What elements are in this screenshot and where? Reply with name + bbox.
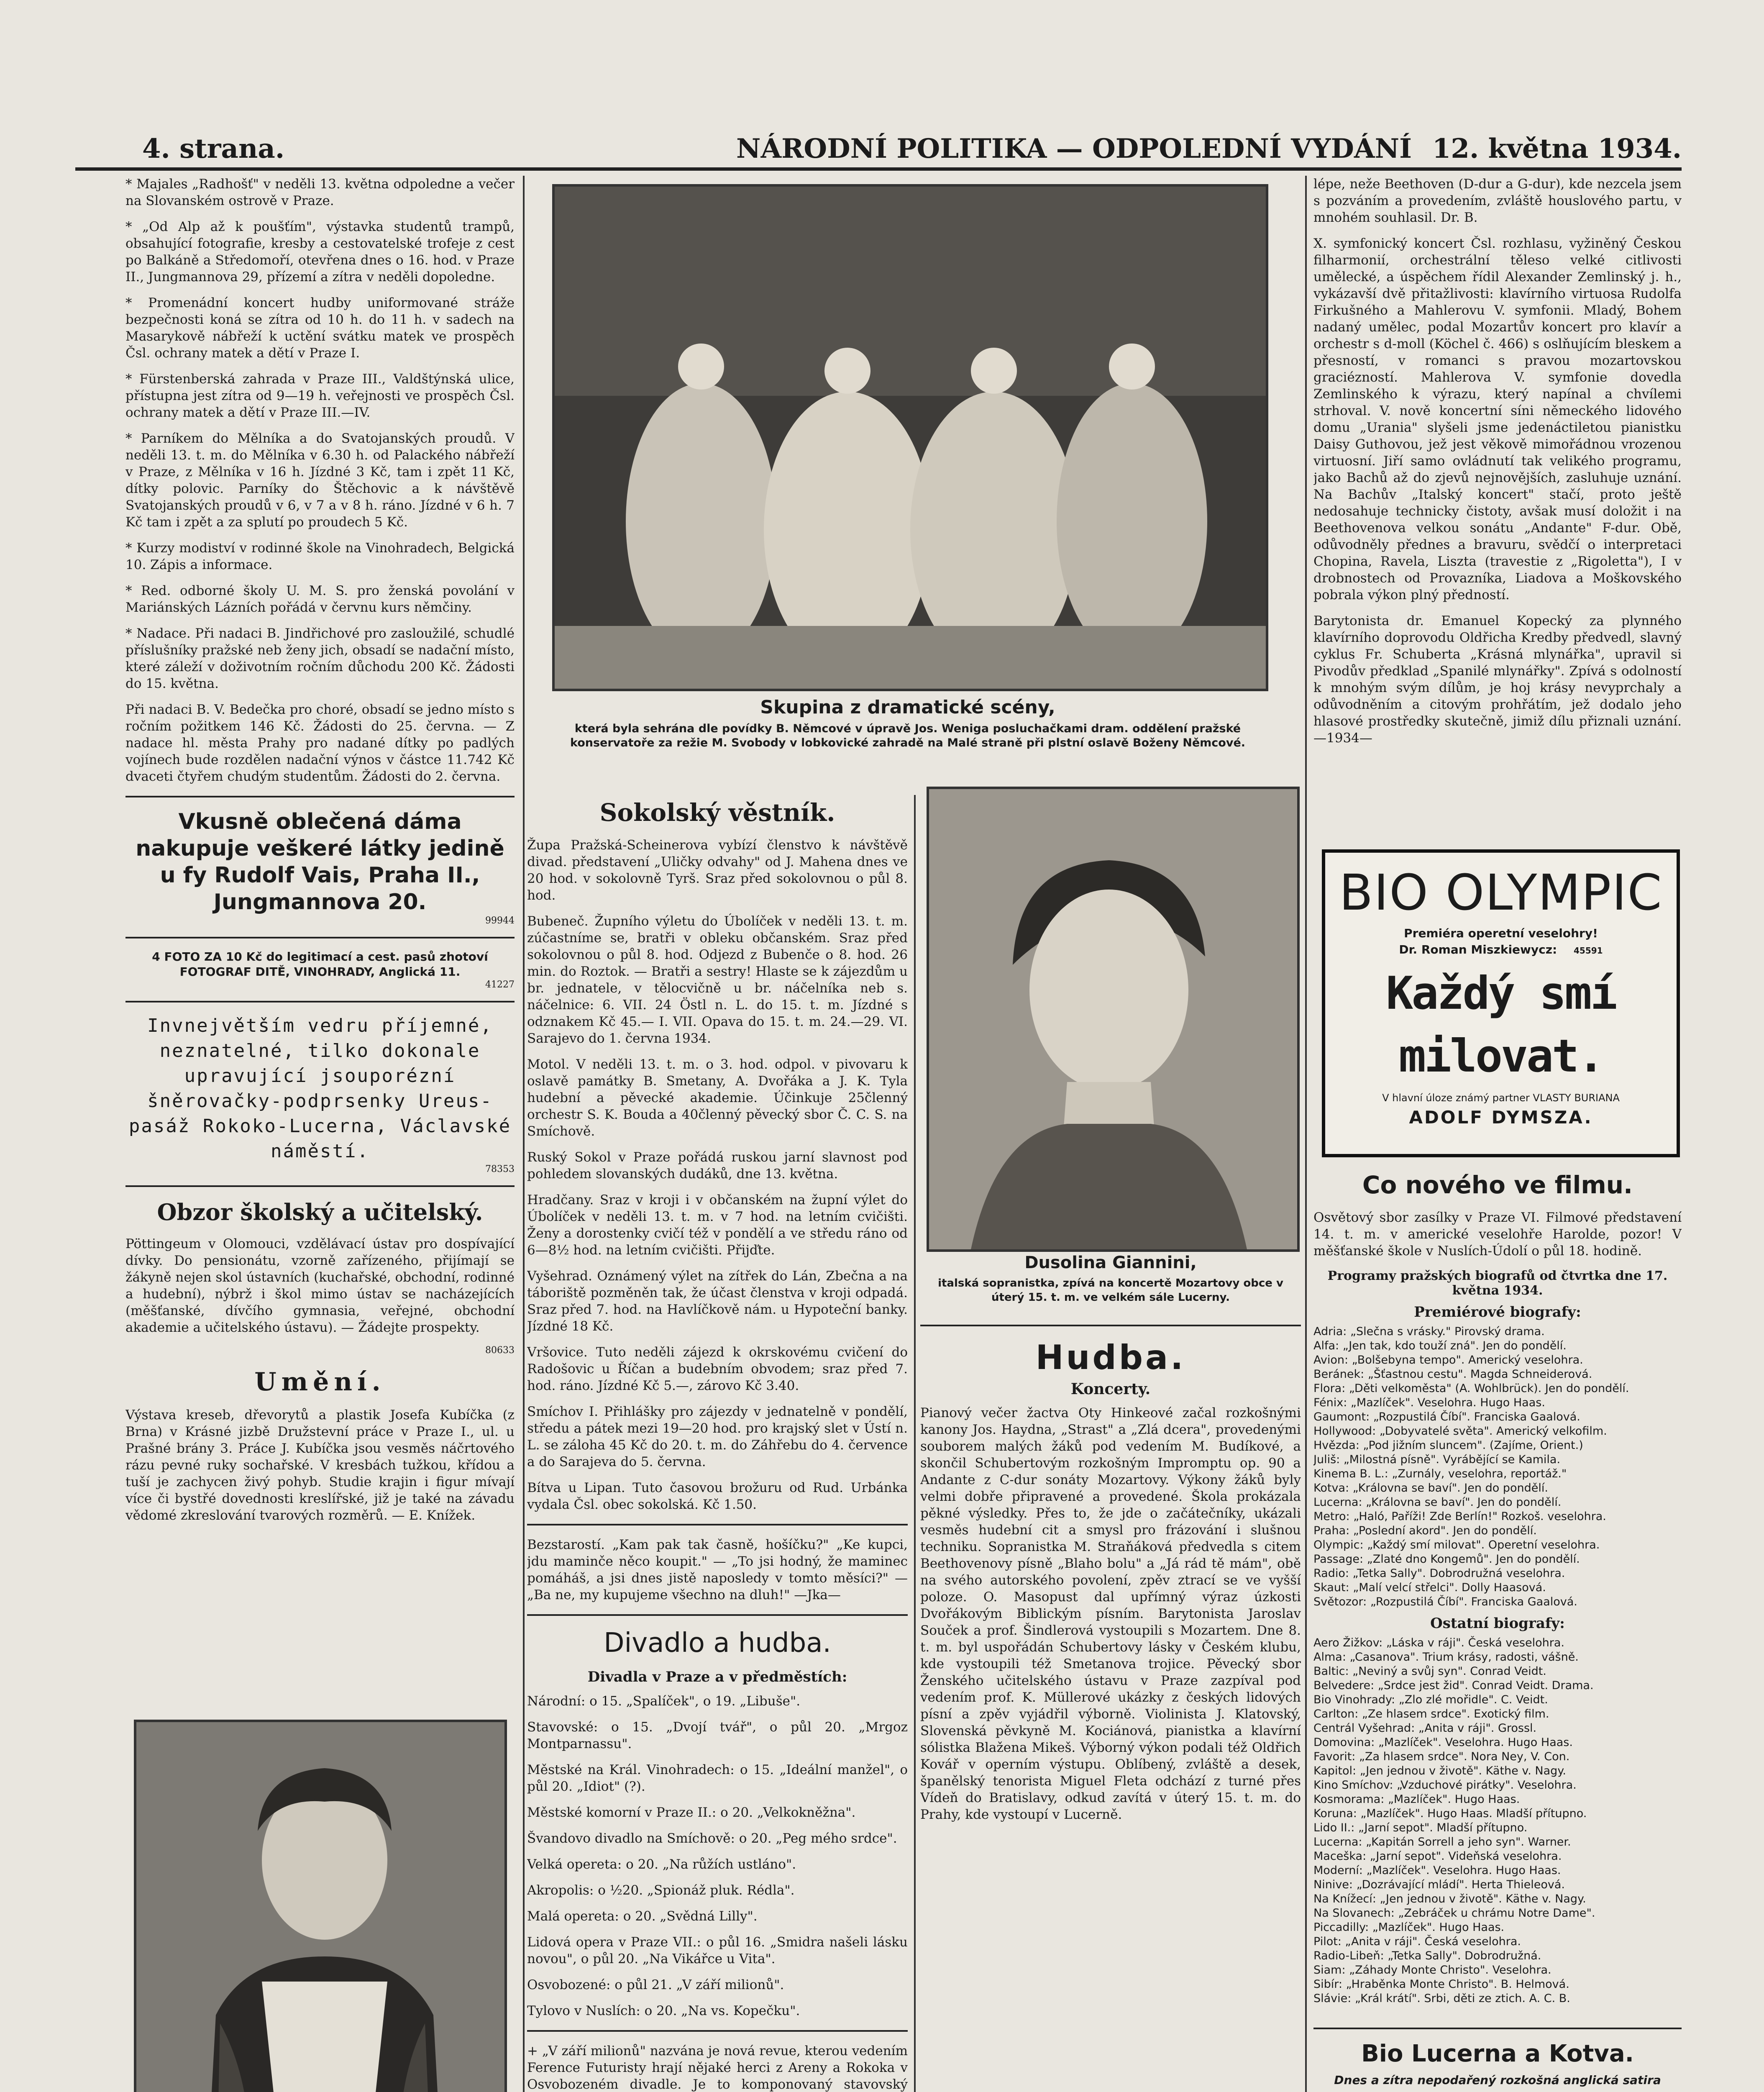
divider <box>125 937 515 938</box>
bio-olympic-film: Každý smí milovat. <box>1386 967 1616 1082</box>
ureus-ad <box>125 1013 515 1164</box>
cinema-listing: Alma: „Casanova". Trium krásy, radosti, vášně. <box>1313 1651 1579 1664</box>
singer-portrait-image <box>136 1722 504 2092</box>
sokol-paragraph: Bítva u Lipan. Tuto časovou brožuru od Rud. Urbánka vydala Čsl. obec sokolská. Kč 1.50. <box>527 1480 908 1512</box>
cinema-listing: Avion: „Bolšebyna tempo". Americký veselohra. <box>1313 1354 1583 1366</box>
theatre-listing: Stavovské: o 15. „Dvojí tvář", o půl 20. „Mrgoz Montparnassu". <box>527 1720 908 1751</box>
giannini-caption: Dusolina Giannini, <box>1024 1253 1197 1272</box>
premiery-heading: Premiérové biografy: <box>1414 1304 1581 1320</box>
cinema-listing: Kotva: „Královna se baví". Jen do pondělí. <box>1313 1482 1548 1495</box>
notice: * Nadace. Při nadaci B. Jindřichové pro zasloužilé, schudlé příslušníky pražské neb ženy jich, obsadí se nadační místo, které záleží v doživotním ročním důchodu 200 Kč. Žádosti do 15. května. <box>125 626 515 691</box>
column-2 <box>527 787 908 2092</box>
cinema-listing: Domovina: „Mazlíček". Veselohra. Hugo Haas. <box>1313 1736 1573 1749</box>
koncerty-subheading: Koncerty. <box>1070 1380 1151 1398</box>
cinema-listing: Koruna: „Mazlíček". Hugo Haas. Mladší přítupno. <box>1313 1807 1587 1820</box>
cinema-listing: Radio: „Tetka Sally". Dobrodružná veselohra. <box>1313 1567 1565 1580</box>
ad-code: 78353 <box>485 1164 515 1174</box>
cinema-listing: Praha: „Poslední akord". Jen do pondělí. <box>1313 1524 1537 1537</box>
cinema-listing: Flora: „Děti velkoměsta" (A. Wohlbrück). Jen do pondělí. <box>1313 1382 1629 1395</box>
cinema-listing: Beránek: „Šťastnou cestu". Magda Schneiderová. <box>1313 1368 1592 1381</box>
cinema-listing: Skaut: „Malí velcí střelci". Dolly Haasová. <box>1313 1581 1546 1594</box>
bio-lucerna-ad <box>1313 2017 1682 2092</box>
cinema-listing: Adria: „Slečna s vrásky." Pirovský drama. <box>1313 1325 1545 1338</box>
cinema-listing: Sibír: „Hraběnka Monte Christo". B. Helmová. <box>1313 1978 1569 1991</box>
school-heading: Obzor školský a učitelský. <box>157 1199 483 1225</box>
divider <box>527 2030 908 2032</box>
notice: * Fürstenberská zahrada v Praze III., Valdštýnská ulice, přístupna jest zítra od 9—19 h. veřejnosti ve prospěch Čsl. ochrany matek a dětí v Praze III.—IV. <box>125 372 515 420</box>
bio-olympic-title: BIO OLYMPIC <box>1339 864 1663 921</box>
bio-lucerna-title: Bio Lucerna a Kotva. <box>1361 2040 1634 2067</box>
baritone-review: Barytonista dr. Emanuel Kopecký za plynného klavírního doprovodu Oldřicha Kredby předvedl, slavný cyklus Fr. Schuberta „Krásná mlynářka", upravil si Pivodův předklad „Spanilé mlynářky". Zpívá s odolností k mnohým svým dílům, je hoj krásy nevyprchaly a odůvodněním a citovým prohřátím, jež dodalo jeho hlasové prostředky skutečně, jimiž dílu přiznali uznání. —1934— <box>1313 613 1682 746</box>
sokol-paragraph: Vyšehrad. Oznámený výlet na zítřek do Lán, Zbečna a na táboriště pozměněn tak, že účast členstva v kroji odpadá. Sraz před 7. hod. na Havlíčkově nám. u Hypoteční banky. Jízdné 18 Kč. <box>527 1269 908 1334</box>
dramatic-scene-photo <box>552 184 1268 691</box>
premiery-list <box>1313 1325 1682 1609</box>
divadlo-heading: Divadlo a hudba. <box>604 1628 831 1659</box>
divider <box>125 796 515 797</box>
ureus-ad-text: Invnejvětším vedru příjemné, neznatelné, tilko dokonale upravující jsouporézní šněrovačky-podprsenky Ureus-pasáž Rokoko-Lucerna, Václavské náměstí. <box>128 1015 512 1162</box>
cinema-listing: Siam: „Záhady Monte Christo". Veselohra. <box>1313 1964 1552 1977</box>
divider <box>125 1001 515 1002</box>
ostatni-list <box>1313 1636 1682 2004</box>
cinema-listing: Baltic: „Neviný a svůj syn". Conrad Veidt. <box>1313 1665 1546 1678</box>
ostatni-heading: Ostatní biografy: <box>1430 1615 1565 1632</box>
film-intro: Osvětový sbor zasílky v Praze VI. Filmové představení 14. t. m. v americké veselohře Harolde, pozor! V měšťanské škole v Nuslích-Údolí o půl 18. hodině. <box>1313 1210 1682 1259</box>
umeni-heading: Umění. <box>254 1367 386 1397</box>
issue-date: 12. května 1934. <box>1432 133 1682 164</box>
theatre-listing: Lidová opera v Praze VII.: o půl 16. „Smidra našeli lásku novou", o půl 20. „Na Vikářce u Vita". <box>527 1935 908 1966</box>
dramatic-scene-text: která byla sehrána dle povídky B. Němcové v úpravě Jos. Weniga posluchačkami dram. oddělení pražské konservatoře za režie M. Svobody v lobkovické zahradě na Malé straně při plstní oslavě Boženy Němcové. <box>570 722 1246 749</box>
cinema-listing: Maceška: „Jarní sepot". Videňská veselohra. <box>1313 1850 1562 1863</box>
hudba-text: Pianový večer žactva Oty Hinkeové začal rozkošnými kanony Jos. Haydna, „Strast" a „Zlá dcera", provedenými souborem malých žáků pod vedením M. Budíkové, a skončil Schubertovým rozkošným Impromptu op. 90 a Andante z C-dur sonáty Mozartovy. Výkony žáků byly velmi dobře připravené a provedené. Škola prokázala pěkné výsledky. Přes to, že jde o začátečníky, ukázali vesměs hudební cit a smysl pro frázování i slušnou techniku. Sopranistka M. Straňáková předvedla s citem Beethovenovy písně „Blaho bolu" a „Já rád tě mám", obě na svého autorského povolení, zpěv ztrací se ve vyšší poloze. O. Masopust dal upřímný výraz úzkosti Dvořákovým Biblickým písním. Barytonista Jaroslav Souček a prof. Šindlerová vystoupili s Mozartem. Dne 8. t. m. byl uspořádán Schubertovy lásky v Českém klubu, kde vystoupili též Smetanova trojice. Pěvecký sbor Ženského učitelského ústavu v Praze zazpíval pod vedením prof. K. Müllerové ukázky z českých lidových písní a zpěv vyjádřil výborně. Violinista J. Klatovský, Slovenská pěvkyně M. Kociánová, pianistka a klavírní sólistka Blažena Mikeš. Výborný výkon podali též Oldřich Kovář v operním výstupu. Oblíbený, zvláště a desek, španělský tenorista Miguel Fleta odchází z turné přes Vídeň do Bratislavy, odkud zavítá v úterý 15. t. m. do Prahy, kde vystoupí v Lucerně. <box>920 1405 1301 1822</box>
program-heading: Programy pražských biografů od čtvrtka dne 17. května 1934. <box>1327 1269 1668 1298</box>
cinema-listing: Kosmorama: „Mazlíček". Hugo Haas. <box>1313 1793 1520 1806</box>
sokol-paragraph: Hradčany. Sraz v kroji i v občanském na župní výlet do Úbolíček v neděli 13. t. m. v 7 hod. na letním cvičišti. Ženy a dorostenky cvičí též v pondělí a ve středu ráno od 6—8½ hod. na letním cvičišti. Přijďte. <box>527 1192 908 1258</box>
cinema-listing: Fénix: „Mazlíček". Veselohra. Hugo Haas. <box>1313 1396 1545 1409</box>
hudba-heading: Hudba. <box>1035 1338 1186 1377</box>
review-end: lépe, neže Beethoven (D-dur a G-dur), kde nezcela jsem s pozváním a provedením, zvláště houslového partu, v mnohém souhlasil. Dr. B. <box>1313 177 1682 225</box>
cinema-listing: Pilot: „Anita v ráji". Česká veselohra. <box>1313 1935 1521 1948</box>
notices-list <box>125 176 515 785</box>
cinema-listing: Juliš: „Milostná písně". Vyrábějící se Kamila. <box>1313 1453 1561 1466</box>
cinema-listing: Světozor: „Rozpustilá Číbí". Franciska Gaalová. <box>1313 1595 1577 1608</box>
umeni-text: Výstava kreseb, dřevorytů a plastik Josefa Kubíčka (z Brna) v Krásné jizbě Družstevní práce v Praze I., ul. u Prašné brány 3. Práce J. Kubíčka jsou vesměs náčrtového rázu pevné ruky sochařské. V kresbách tužkou, křídou a tuší je zachycen živý pohyb. Studie krajin i figur mívají více či bystřé dovednosti kreslířské, již je také na závadu vědomé zkreslování tvarových rozměrů. — E. Knížek. <box>125 1407 515 1523</box>
divider <box>920 1325 1301 1326</box>
cinema-listing: Moderní: „Mazlíček". Veselohra. Hugo Haas. <box>1313 1864 1561 1877</box>
notice: * Promenádní koncert hudby uniformované stráže bezpečnosti koná se zítra od 10 h. do 11 h. v sadech na Masarykově nábřeží k uctění svátku matek ve prospěch Čsl. ochrany matek a dětí v Praze I. <box>125 295 515 361</box>
column-3 <box>920 1314 1301 2092</box>
page-number: 4. strana. <box>142 133 285 164</box>
cinema-listing: Belvedere: „Srdce jest žid". Conrad Veidt. Drama. <box>1313 1679 1594 1692</box>
cinema-listing: Alfa: „Jen tak, kdo touží zná". Jen do pondělí. <box>1313 1339 1567 1352</box>
sokol-heading: Sokolský věstník. <box>599 798 835 827</box>
theatre-listing: Švandovo divadlo na Smíchově: o 20. „Peg mého srdce". <box>527 1831 897 1846</box>
cinema-listing: Lido II.: „Jarní sepot". Mladší přítupno. <box>1313 1821 1528 1834</box>
bio-olympic-cast: V hlavní úloze známý partner VLASTY BURIANA <box>1382 1092 1620 1104</box>
theatre-listing: Velká opereta: o 20. „Na růžích ustláno". <box>527 1857 796 1872</box>
theatre-listing: Městské na Král. Vinohradech: o 15. „Ideální manžel", o půl 20. „Idiot" (?). <box>527 1762 908 1794</box>
bio-olympic-director <box>1325 943 1677 956</box>
vais-ad-text: Vkusně oblečená dáma nakupuje veškeré látky jedině u fy Rudolf Vais, Praha II., Jungmannova 20. <box>136 809 504 915</box>
vais-ad <box>125 808 515 915</box>
cinema-listing: Na Slovanech: „Zebráček u chrámu Notre Dame". <box>1313 1907 1595 1920</box>
cinema-listing: Bio Vinohrady: „Zlo zlé mořidle". C. Veidt. <box>1313 1693 1548 1706</box>
column-4-film <box>1313 1159 1682 2004</box>
cinema-listing: Favorit: „Za hlasem srdce". Nora Ney, V. Con. <box>1313 1750 1570 1763</box>
concert-review: X. symfonický koncert Čsl. rozhlasu, vyžiněný Českou filharmonií, orchestrální těleso velké citlivosti umělecké, a úspěchem řídil Alexander Zemlinský j. h., vykázavší dvě přitažlivosti: klavírního virtuosa Rudolfa Firkušného a Mahlerovu V. symfonii. Mladý, Bohem nadaný umělec, podal Mozartův koncert pro klavír a orchestr s d-moll (Köchel č. 466) s oslňujícím bleskem a přesností, v romanci s pravou mozartovskou graciézností. Mahlerova V. symfonie dovedla Zemlinského k výrazu, který napínal a chvílemi strhoval. V. nově koncertní síni německého lidového domu „Urania" slyšeli jsme jedenáctiletou pianistku Daisy Guthovou, jež jest věkově mimořádnou vrozenou virtuosní. Jiří samo ovládnutí tak velikého programu, jako Bachů až do zjevů nejnovějších, zasluhuje uznání. Na Bachův „Italský koncert" stačí, proto ještě nedosahuje technicky čistoty, avšak musí doložit i na Beethovenova velkou sonátu „Andante" F-dur. Obě, odůvodněly přednes a bravuru, svědčí o interpretaci Chopina, Ravela, Liszta (travestie z „Rigoletta"), I v drobnostech od Provazníka, Liadova a Moškovského pobrala výkon plný předností. <box>1313 236 1682 602</box>
review-text: + „V září milionů" nazvána je nová revue, kterou vedením Ference Futuristy hrají nějaké herci z Areny a Rokoka v Osvobozeném divadle. Je to komponovaný stavovský <box>527 2043 908 2092</box>
cinema-listing: Centrál Vyšehrad: „Anita v ráji". Grossl. <box>1313 1722 1537 1735</box>
bio-lucerna-line1: Dnes a zítra nepodařený rozkošná anglická satira <box>1334 2073 1661 2087</box>
cinema-listing: Lucerna: „Kapitán Sorrell a jeho syn". Warner. <box>1313 1836 1571 1848</box>
notice: * Kurzy modiství v rodinné škole na Vinohradech, Belgická 10. Zápis a informace. <box>125 541 515 572</box>
cinema-listing: Olympic: „Každý smí milovat". Operetní veselohra. <box>1313 1538 1600 1551</box>
giannini-photo <box>927 787 1300 1252</box>
ad-code: 99944 <box>485 915 515 926</box>
column-4-top <box>1313 176 1682 824</box>
foto-ad-text: 4 FOTO ZA 10 Kč do legitimací a cest. pasů zhotoví FOTOGRAF DITĚ, VINOHRADY, Anglická 11. <box>152 950 488 979</box>
notice: * Majales „Radhošť" v neděli 13. května odpoledne a večer na Slovanském ostrově v Praze. <box>125 177 515 208</box>
theatre-listing: Tylovo v Nuslích: o 20. „Na vs. Kopečku". <box>527 2003 800 2018</box>
divider <box>125 1185 515 1187</box>
sokol-paragraph: Župa Pražská-Scheinerova vybízí členstvo k návštěvě divad. představení „Uličky odvahy" od J. Mahena dnes ve 20 hod. v sokolovně Tyrš. Sraz před sokolovnou o půl 8. hod. <box>527 838 908 903</box>
director-name: Dr. Roman Miszkiewycz: <box>1399 943 1557 956</box>
theatre-listing: Národní: o 15. „Spalíček", o 19. „Libuše". <box>527 1694 801 1709</box>
theatre-listing: Městské komorní v Praze II.: o 20. „Velkokněžna". <box>527 1805 856 1820</box>
cinema-listing: Hollywood: „Dobyvatelé světa". Americký velkofilm. <box>1313 1425 1607 1438</box>
cinema-listing: Aero Žižkov: „Láska v ráji". Česká veselohra. <box>1313 1636 1564 1649</box>
theatre-listing: Osvobozené: o půl 21. „V září milionů". <box>527 1977 784 1992</box>
theatre-listing: Akropolis: o ½20. „Spionáž pluk. Rédla". <box>527 1883 795 1898</box>
joke-text: Bezstarostí. „Kam pak tak časně, hošíčku?" „Ke kupci, jdu maminče něco koupit." — „To jsi hodný, že maminec pomáháš, a jsi dnes jistě naposledy v tomto měsíci?" — „Ba ne, my kupujeme všechno na dluh!" —Jka— <box>527 1537 908 1602</box>
masthead-title: NÁRODNÍ POLITIKA — ODPOLEDNÍ VYDÁNÍ <box>736 133 1412 164</box>
group-scene-image <box>555 187 1266 689</box>
giannini-portrait-image <box>929 789 1297 1249</box>
cinema-listing: Slávie: „Král krátí". Srbi, děti ze ztich. A. C. B. <box>1313 1992 1570 2004</box>
page-header <box>75 126 1682 171</box>
cinema-listing: Piccadilly: „Mazlíček". Hugo Haas. <box>1313 1921 1505 1934</box>
divider <box>527 1524 908 1525</box>
schoffler-photo <box>134 1720 507 2092</box>
film-heading: Co nového ve filmu. <box>1362 1171 1633 1199</box>
cinema-listing: Gaumont: „Rozpustilá Číbí". Franciska Gaalová. <box>1313 1410 1580 1423</box>
sokol-paragraph: Smíchov I. Přihlášky pro zájezdy v jednatelně v pondělí, středu a pátek mezi 19—20 hod. pro krajský slet v Ústí n. L. se záloha 45 Kč do 20. t. m. do Záhřebu do 4. července a do Sarajeva do 5. června. <box>527 1404 908 1469</box>
notice: Při nadaci B. V. Bedečka pro choré, obsadí se jedno místo s ročním požitkem 146 Kč. Žádosti do 25. června. — Z nadace hl. města Prahy pro nadané dítky po padlých vojínech bude rozdělen nadační výnos v částce 11.742 Kč dvaceti čtyřem chudým studentům. Žádosti do 2. června. <box>125 702 515 784</box>
ad-code: 45591 <box>1574 946 1603 956</box>
cinema-listing: Kapitol: „Jen jednou v životě". Käthe v. Nagy. <box>1313 1764 1566 1777</box>
divider <box>1313 2028 1682 2029</box>
cinema-listing: Kino Smíchov: „Vzduchové pirátky". Veselohra. <box>1313 1779 1577 1792</box>
sokol-paragraph: Vršovice. Tuto neděli zájezd k okrskovému cvičení do Radošovic u Říčan a budebním obvodem; sraz před 7. hod. ráno. Jízdné Kč 5.—, zárovo Kč 3.40. <box>527 1345 908 1393</box>
foto-ad <box>125 949 515 979</box>
cinema-listing: Kinema B. L.: „Zurnály, veselohra, reportáž." <box>1313 1467 1567 1480</box>
sokol-paragraph: Bubeneč. Župního výletu do Úbolíček v neděli 13. t. m. zúčastníme se, bratři v obleku občanském. Sraz před sokolovnou o půl 8. hod. Odjezd z Bubenče o 8. hod. 26 min. do Roztok. — Bratři a sestry! Hlaste se k zájezdům u br. jednatele, v tělocvičně u br. náčelníka neb s. náčelnice: 6. VII. 24 Östl n. L. do 15. t. m. Jízdné s odznakem Kč 45.— I. VII. Opava do 15. t. m. 24.—29. VI. Sarajevo do 1. června 1934. <box>527 914 908 1046</box>
bio-olympic-premiere: Premiéra operetní veselohry! <box>1404 926 1598 940</box>
divadlo-subheading: Divadla v Praze a v předměstích: <box>587 1669 847 1685</box>
dramatic-scene-caption: Skupina z dramatické scény, <box>760 697 1055 718</box>
notice: * Parníkem do Mělníka a do Svatojanských proudů. V neděli 13. t. m. do Mělníka v 6.30 h. od Palackého nábřeží v Praze, z Mělníka v 16 h. Jízdné 3 Kč, tam i zpět 11 Kč, dítky polovic. Parníky do Štěchovic a k návštěvě Svatojanských proudů v 6, v 7 a v 8 h. ráno. Jízdné v 6 h. 7 Kč tam i zpět a za splutí po proudech 5 Kč. <box>125 431 515 530</box>
column-rule <box>914 795 916 2092</box>
sokol-paragraph: Ruský Sokol v Praze pořádá ruskou jarní slavnost pod pohledem slovanských dudáků, dne 13. května. <box>527 1150 908 1182</box>
cinema-listing: Ninive: „Dozrávající mládí". Herta Thieleová. <box>1313 1878 1565 1891</box>
cinema-listing: Metro: „Haló, Paříži! Zde Berlín!" Rozkoš. veselohra. <box>1313 1510 1606 1523</box>
school-text: Pöttingeum v Olomouci, vzdělávací ústav pro dospívající dívky. Do pensionátu, vzorně zařízeného, přijímají se žákyně nejen skol ústavních (kuchařské, obchodní, rodinné a hudební), nýbrž i škol mimo ústav se nacházejících (měšťanské, dívčího gymnasia, veřejné, obchodní akademie a učitelského ústavu). — Žádejte prospekty. <box>125 1236 515 1335</box>
cinema-listing: Na Knížecí: „Jen jednou v životě". Käthe v. Nagy. <box>1313 1892 1586 1905</box>
divider <box>527 1614 908 1616</box>
ad-code: 41227 <box>485 979 515 990</box>
cinema-listing: Hvězda: „Pod jižním sluncem". (Zajíme, Orient.) <box>1313 1439 1583 1452</box>
cinema-listing: Carlton: „Ze hlasem srdce". Exotický film. <box>1313 1707 1549 1720</box>
notice: * Red. odborné školy U. M. S. pro ženská povolání v Mariánských Lázních pořádá v červnu kurs němčiny. <box>125 583 515 615</box>
notice: * „Od Alp až k poušťím", výstavka studentů trampů, obsahující fotografie, kresby a cestovatelské trofeje z cest po Balkáně a Středomoří, otevřena dnes o 16. hod. v Praze II., Jungmannova 29, přízemí a zítra v neděli dopoledne. <box>125 219 515 285</box>
giannini-text: italská sopranistka, zpívá na koncertě Mozartovy obce v úterý 15. t. m. ve velkém sále Lucerny. <box>938 1277 1283 1304</box>
bio-olympic-ad <box>1322 849 1680 1157</box>
column-rule <box>1305 176 1307 2092</box>
theatre-listing: Malá opereta: o 20. „Svědná Lilly". <box>527 1909 758 1924</box>
bio-olympic-star: ADOLF DYMSZA. <box>1409 1107 1593 1128</box>
sokol-paragraph: Motol. V neděli 13. t. m. o 3. hod. odpol. v pivovaru k oslavě památky B. Smetany, A. Dvořáka a J. K. Tyla hudební a pěvecké akademie. Účinkuje 25členný orchestr S. K. Bouda a 40členný pěvecký sbor Č. C. S. na Smíchově. <box>527 1057 908 1139</box>
column-rule <box>523 176 525 2092</box>
cinema-listing: Radio-Libeň: „Tetka Sally". Dobrodružná. <box>1313 1949 1541 1962</box>
ad-code: 80633 <box>485 1345 515 1356</box>
cinema-listing: Lucerna: „Královna se baví". Jen do pondělí. <box>1313 1496 1562 1509</box>
cinema-listing: Passage: „Zlaté dno Kongemů". Jen do pondělí. <box>1313 1553 1580 1566</box>
